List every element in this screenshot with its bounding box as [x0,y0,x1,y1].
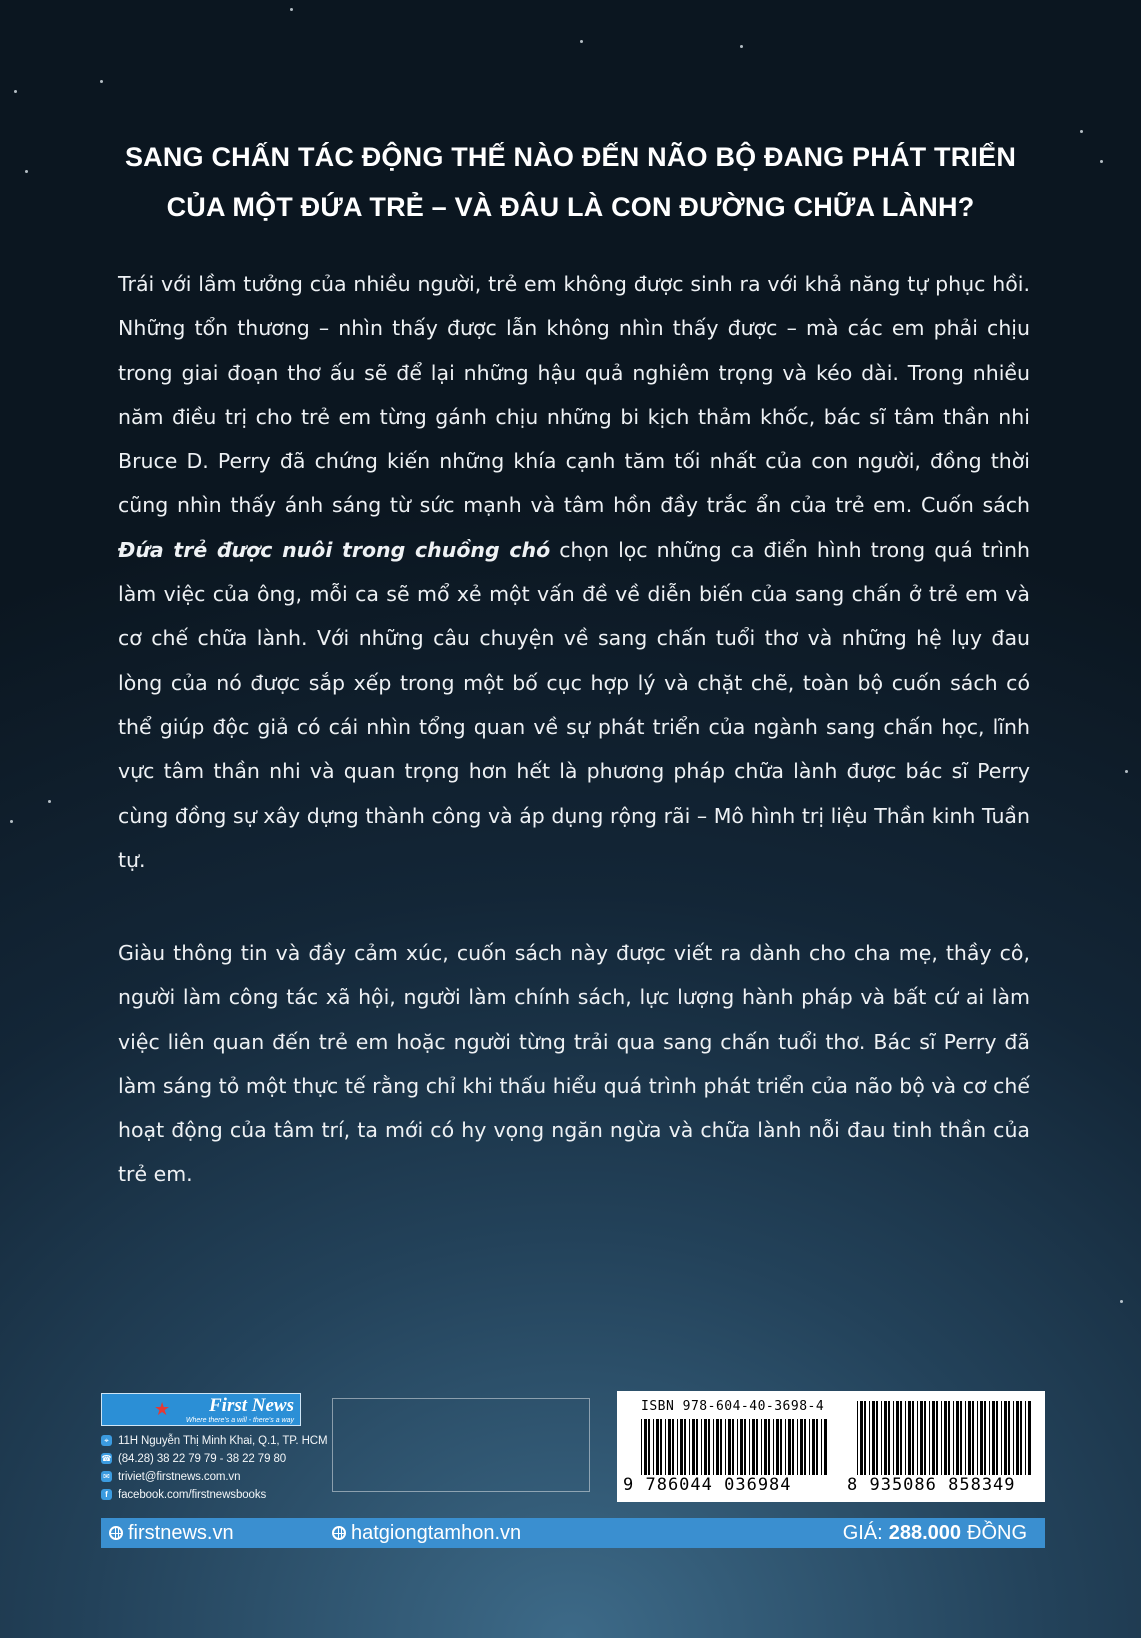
phone-icon: ☎ [101,1454,112,1463]
paragraph-1-text-continued: chọn lọc những ca điển hình trong quá trình làm việc của ông, mỗi ca sẽ mổ xẻ một vấn đề về diễn biến của sang chấn ở trẻ em và cơ chế chữa lành. Với những câu chuyện về sang chấn tuổi thơ và những hệ lụy đau lòng của nó được sắp xếp trong một bố cục hợp lý và chặt chẽ, toàn bộ cuốn sách có thể giúp độc giả có cái nhìn tổng quan về sự phát triển của ngành sang chấn học, lĩnh vực tâm thần nhi và quan trọng hơn hết là phương pháp chữa lành được bác sĩ Perry cùng đồng sự xây dựng thành công và áp dụng rộng rãi – Mô hình trị liệu Thần kinh Tuần tự. [118,537,1030,872]
star [14,90,17,93]
star [290,8,293,11]
footer-bar [101,1518,1045,1548]
website-hatgiongtamhon[interactable]: hatgiongtamhon.vn [332,1522,521,1545]
contact-facebook: f facebook.com/firstnewsbooks [101,1486,301,1503]
star [25,170,28,173]
publisher-info [101,1393,328,1503]
price-value: 288.000 [888,1521,961,1544]
email-icon: ✉ [101,1471,112,1482]
star [580,40,583,43]
logo-tagline: Where there's a will - there's a way [185,1417,294,1424]
book-title: Đứa trẻ được nuôi trong chuồng chó [118,537,551,562]
price [843,1522,1027,1545]
contact-phone: ☎ (84.28) 38 22 79 79 - 38 22 79 80 [101,1452,287,1465]
first-news-logo [101,1393,301,1426]
isbn-barcode [641,1419,831,1475]
description-paragraph-1 [118,262,1030,882]
product-barcode-number: 8 935086 858349 [847,1475,1016,1495]
product-barcode [857,1401,1035,1475]
globe-icon [109,1526,123,1540]
contact-list [101,1432,328,1503]
isbn-label: ISBN 978-604-40-3698-4 [641,1399,825,1414]
headline-line-1: SANG CHẤN TÁC ĐỘNG THẾ NÀO ĐẾN NÃO BỘ ĐANG PHÁT TRIỂN [124,142,1017,172]
star [1100,160,1103,163]
price-currency: ĐỒNG [967,1521,1027,1544]
price-sticker-area [332,1398,590,1492]
paragraph-1-text: Trái với lầm tưởng của nhiều người, trẻ em không được sinh ra với khả năng tự phục hồi. Những tổn thương – nhìn thấy được lẫn không nhìn thấy được – mà các em phải chịu trong giai đoạn thơ ấu sẽ để lại những hậu quả nghiêm trọng và kéo dài. Trong nhiều năm điều trị cho trẻ em từng gánh chịu những bi kịch thảm khốc, bác sĩ tâm thần nhi Bruce D. Perry đã chứng kiến những khía cạnh tăm tối nhất của con người, đồng thời cũng nhìn thấy ánh sáng từ sức mạnh và tâm hồn đầy trắc ẩn của trẻ em. Cuốn sách [118,272,1030,518]
headline-line-2: CỦA MỘT ĐỨA TRẺ – VÀ ĐÂU LÀ CON ĐƯỜNG CHỮA LÀNH? [166,192,975,222]
star-logo-icon: ★ [154,1399,171,1420]
website-firstnews[interactable]: firstnews.vn [109,1522,234,1545]
location-icon: ⌖ [101,1435,112,1446]
star [48,800,51,803]
logo-brand: First News [209,1395,294,1416]
price-label: GIÁ: [842,1521,883,1544]
description-paragraph-2: Giàu thông tin và đầy cảm xúc, cuốn sách này được viết ra dành cho cha mẹ, thầy cô, người làm công tác xã hội, người làm chính sách, lực lượng hành pháp và bất cứ ai làm việc liên quan đến trẻ em hoặc người từng trải qua sang chấn tuổi thơ. Bác sĩ Perry đã làm sáng tỏ một thực tế rằng chỉ khi thấu hiểu quá trình phát triển của não bộ và cơ chế hoạt động của tâm trí, ta mới có hy vọng ngăn ngừa và chữa lành nỗi đau tinh thần của trẻ em. [118,941,1030,1187]
contact-email: ✉ triviet@firstnews.com.vn [101,1468,301,1485]
facebook-icon: f [101,1489,112,1500]
star [1120,1300,1123,1303]
star [1125,770,1128,773]
contact-address: ⌖ 11H Nguyễn Thị Minh Khai, Q.1, TP. HCM [101,1432,301,1449]
star [100,80,103,83]
isbn-barcode-number: 9 786044 036984 [623,1475,792,1495]
star [740,45,743,48]
barcode-panel [617,1391,1045,1502]
headline [60,132,1081,232]
globe-icon [332,1526,346,1540]
star [10,820,13,823]
